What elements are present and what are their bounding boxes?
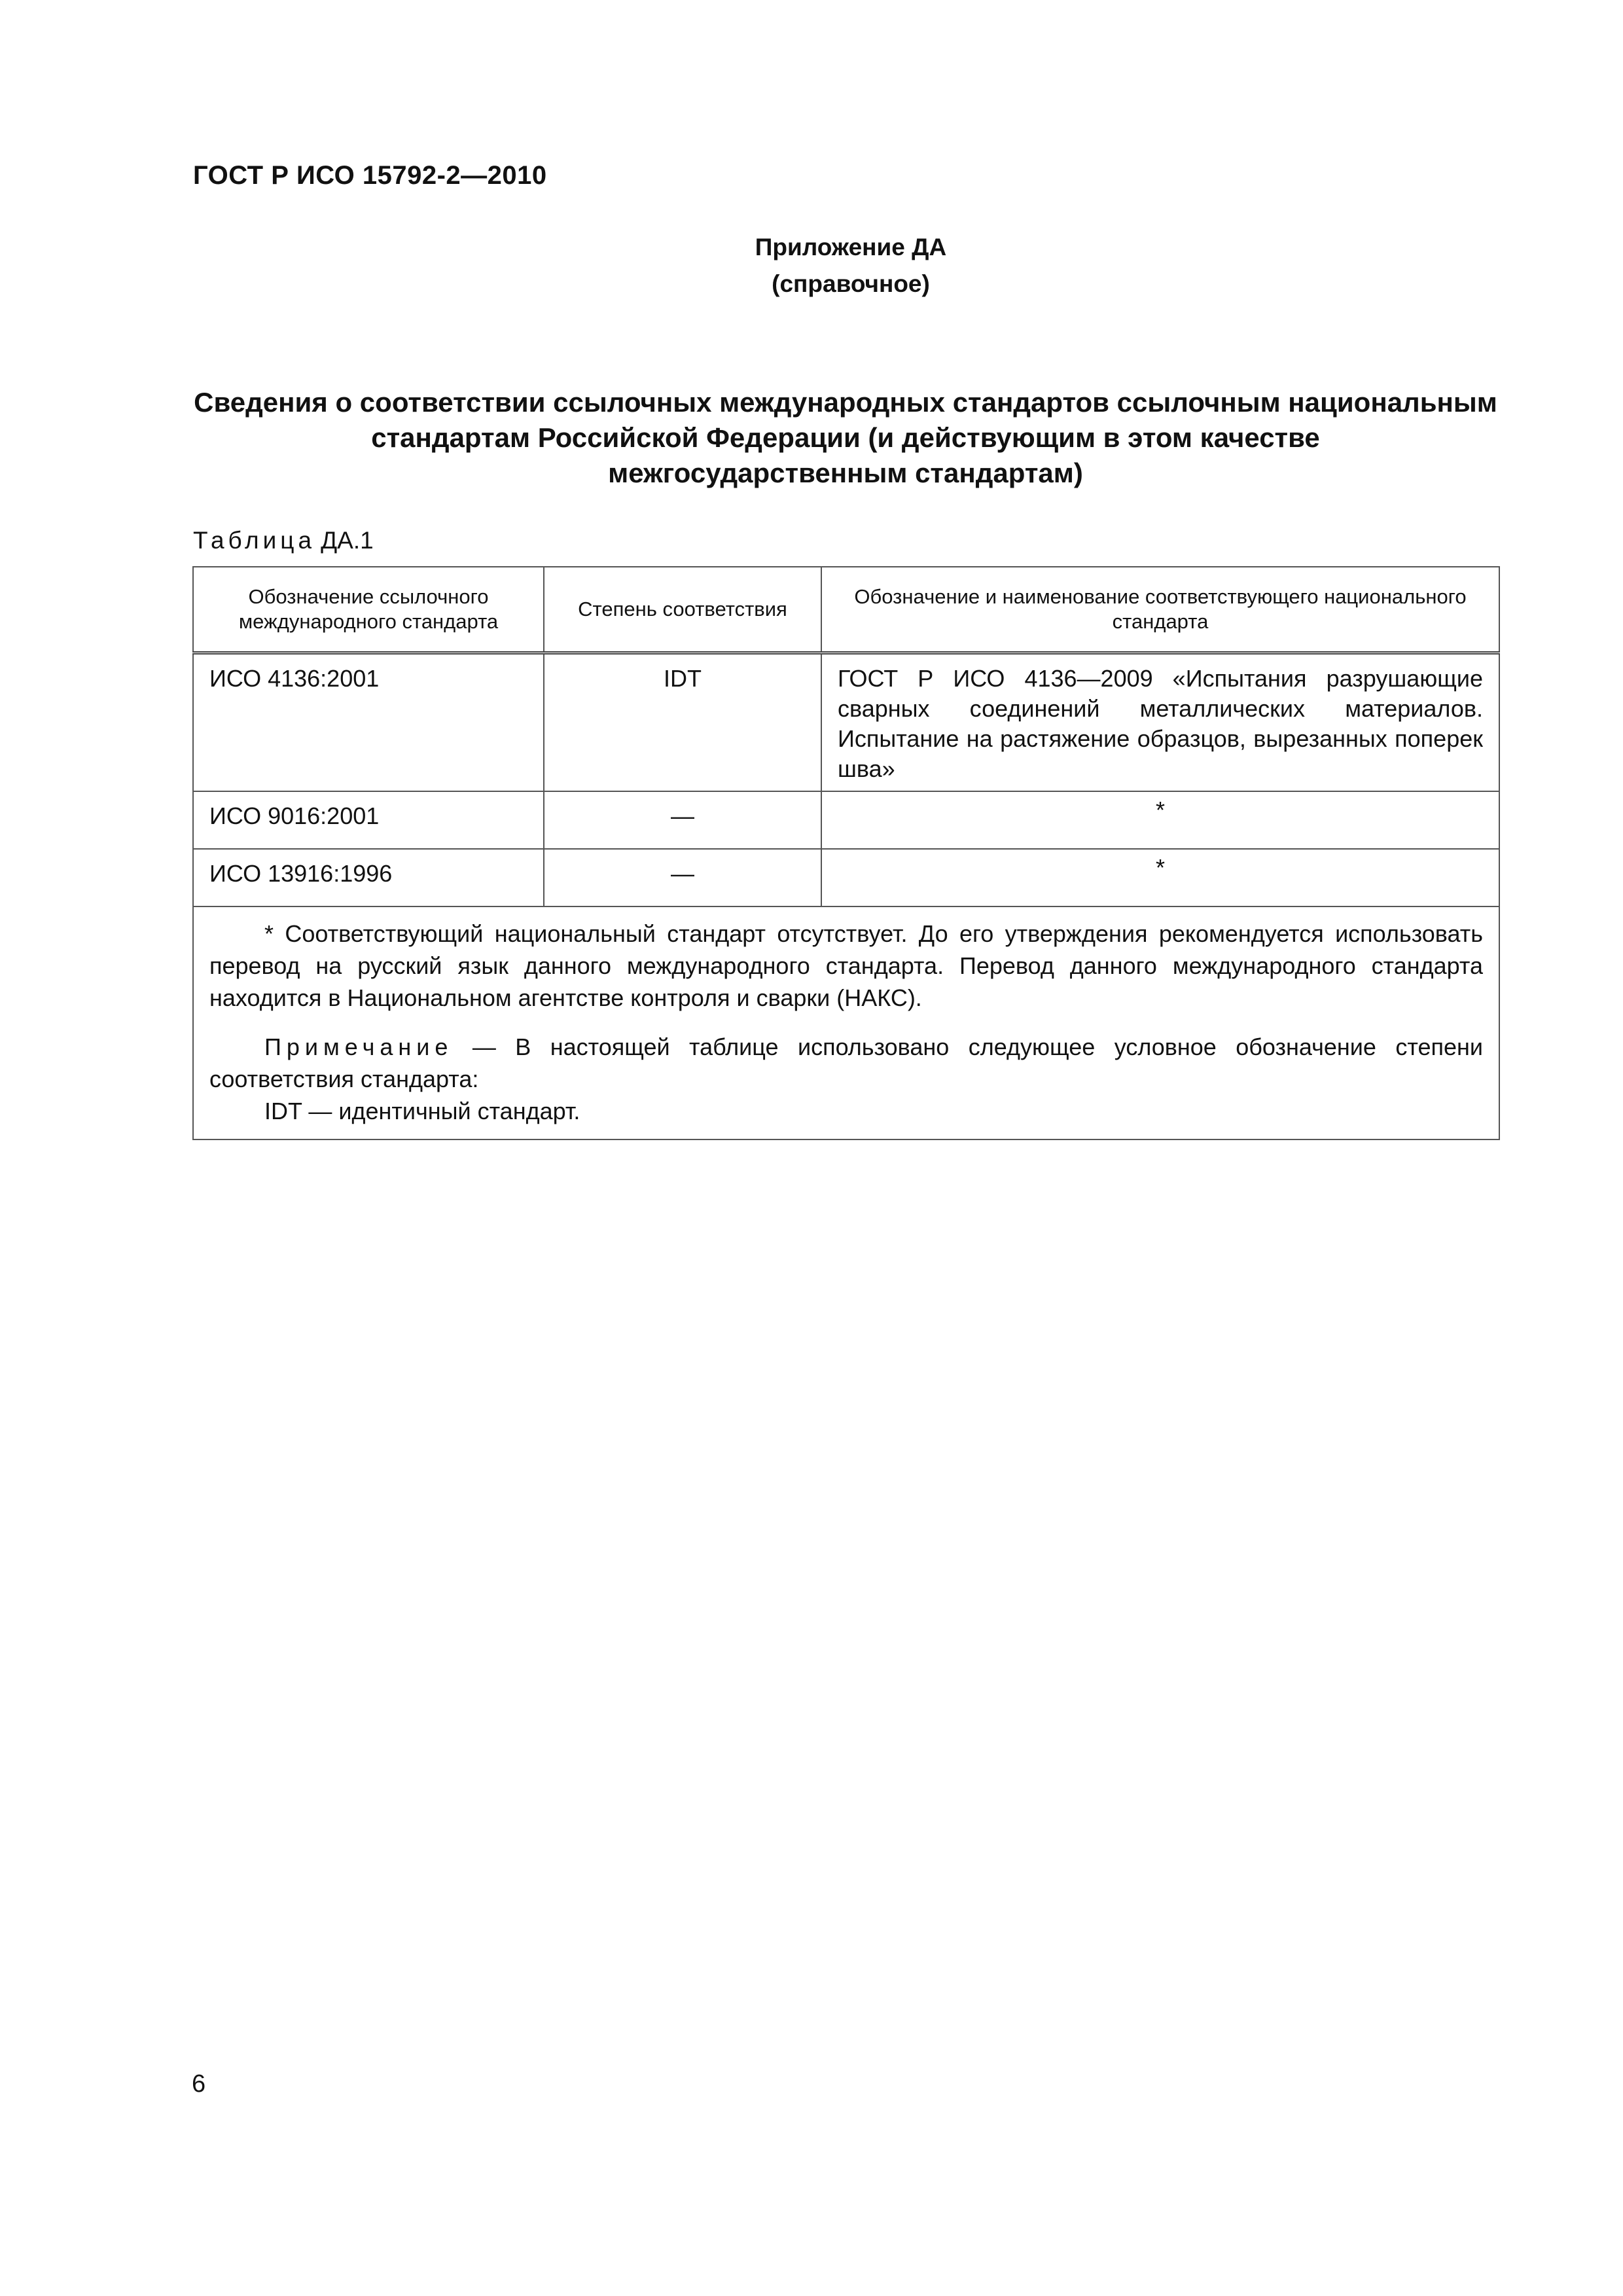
cell-national-standard: * (821, 849, 1499, 906)
column-header-degree: Степень соответствия (544, 567, 821, 653)
cell-international-standard: ИСО 13916:1996 (193, 849, 544, 906)
cell-international-standard: ИСО 4136:2001 (193, 653, 544, 792)
table-row (193, 849, 1499, 906)
appendix-type: (справочное) (772, 270, 930, 297)
table-caption-label: Таблица (193, 527, 316, 554)
cell-degree: — (544, 849, 821, 906)
section-title (193, 385, 1498, 491)
cell-international-standard: ИСО 9016:2001 (193, 791, 544, 849)
idt-definition: IDT — идентичный стандарт. (264, 1098, 580, 1124)
cell-degree: IDT (544, 653, 821, 792)
note-label: Примечание (264, 1033, 454, 1060)
appendix-title: Приложение ДА (755, 234, 947, 260)
document-code: ГОСТ Р ИСО 15792-2—2010 (193, 161, 547, 190)
table-row (193, 653, 1499, 792)
table-footnote: * Соответствующий национальный стандарт отсутствует. До его утверждения рекомендуется использовать перевод на русский язык данного международного стандарта. Перевод данного международного стандарта находится в Национальном агентстве контроля и сварки (НАКС). (209, 920, 1483, 1011)
note-text: — В настоящей таблице использовано следующее условное обозначение степени соответствия стандарта: (209, 1033, 1483, 1092)
cell-degree: — (544, 791, 821, 849)
column-header-national-standard: Обозначение и наименование соответствующего национального стандарта (821, 567, 1499, 653)
cell-national-standard: * (821, 791, 1499, 849)
table-note (209, 1031, 1483, 1095)
page-number: 6 (192, 2070, 206, 2098)
table-caption-number: ДА.1 (321, 527, 374, 554)
appendix-heading (0, 229, 1623, 302)
table-notes-cell (193, 906, 1499, 1139)
correspondence-table (192, 566, 1500, 1140)
table-notes-row (193, 906, 1499, 1139)
section-title-line-1: Сведения о соответствии ссылочных международных стандартов ссылочным национальным (194, 387, 1497, 418)
table-caption (193, 527, 374, 554)
section-title-line-2: стандартам Российской Федерации (и действующим в этом качестве (371, 422, 1320, 453)
column-header-international-standard: Обозначение ссылочного международного стандарта (193, 567, 544, 653)
table-row (193, 791, 1499, 849)
table-header-row (193, 567, 1499, 653)
cell-national-standard: ГОСТ Р ИСО 4136—2009 «Испытания разрушающие сварных соединений металлических материалов. Испытание на растяжение образцов, вырезанных поперек шва» (821, 653, 1499, 792)
section-title-line-3: межгосударственным стандартам) (608, 457, 1083, 488)
